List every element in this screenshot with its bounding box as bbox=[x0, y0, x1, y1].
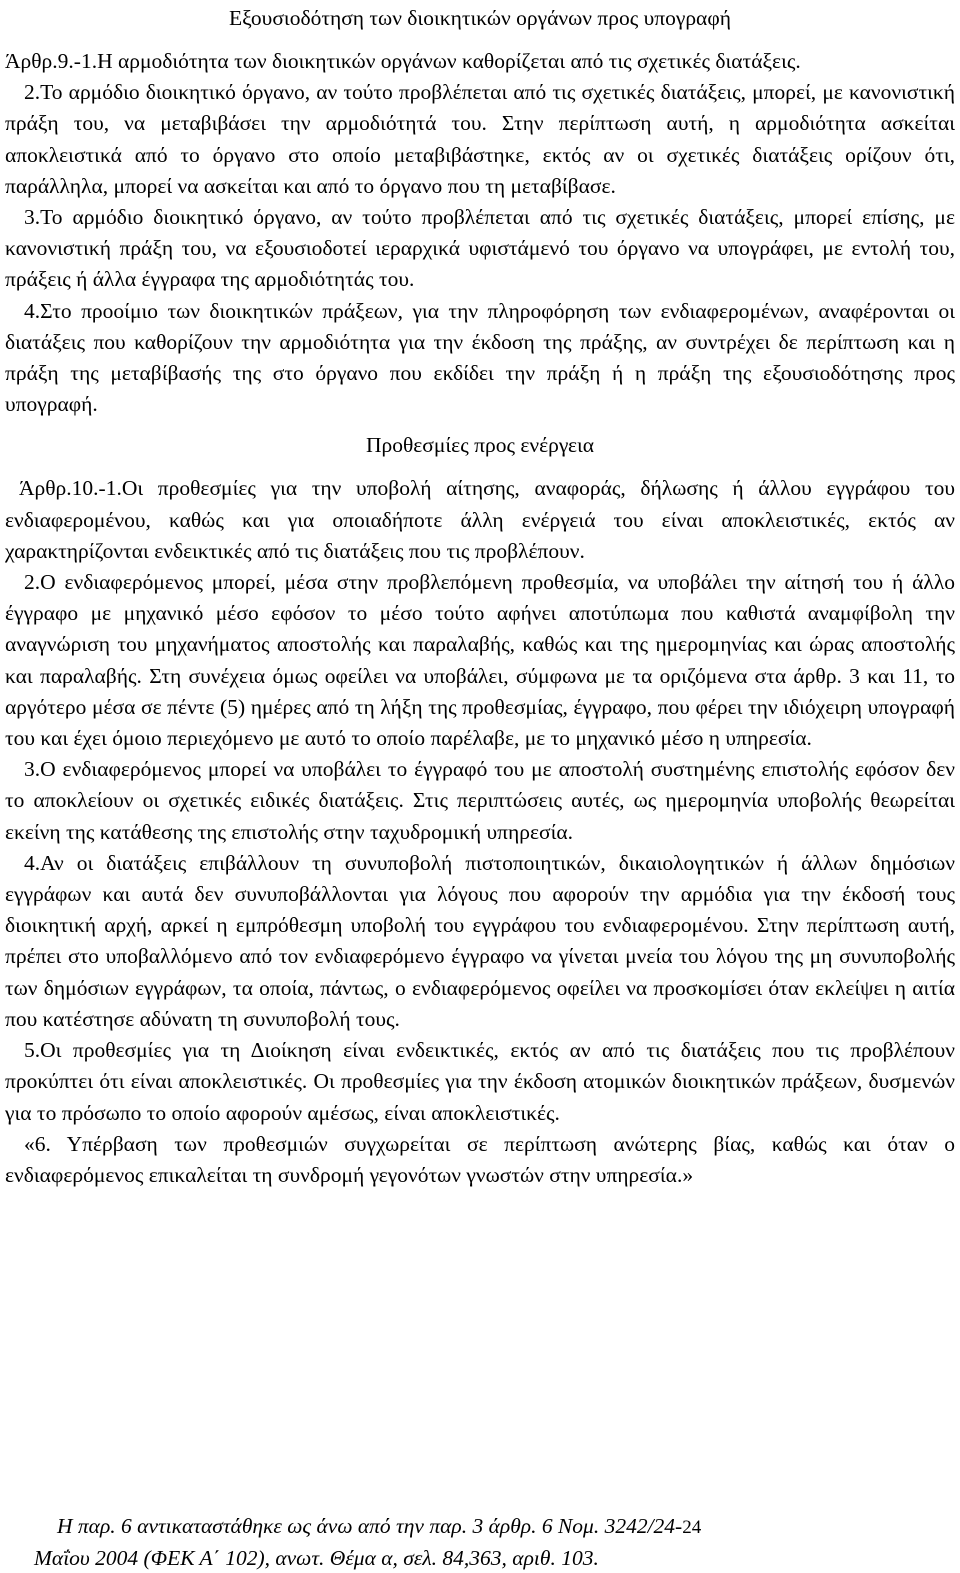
article-9-paragraph-2: 2.Το αρμόδιο διοικητικό όργανο, αν τούτο προβλέπεται από τις σχετικές διατάξεις, μπορεί, με κανονιστική πράξη του, να μεταβιβάσει την αρμοδιότητά του. Στην περίπτωση αυτή, η αρμοδιότητα ασκείται αποκλειστικά από το όργανο στο οποίο μεταβιβάστηκε, εκτός αν οι σχετικές διατάξεις ορίζουν ότι, παράλληλα, μπορεί να ασκείται και από το όργανο που τη μεταβίβασε. bbox=[5, 80, 955, 198]
article-10-paragraph-4: 4.Αν οι διατάξεις επιβάλλουν τη συνυποβολή πιστοποιητικών, δικαιολογητικών ή άλλων δημόσιων εγγράφων και αυτά δεν συνυποβάλλονται για λόγους που αφορούν την αρμόδια για την έκδοσή τους διοικητική αρχή, αρκεί η εμπρόθεσμη υποβολή του εγγράφου του ενδιαφερομένου. Στην περίπτωση αυτή, πρέπει στο υποβαλλόμενο από τον ενδιαφερόμενο έγγραφο να γίνεται μνεία του λόγου της μη συνυποβολής των δημόσιων εγγράφων, τα οποία, πάντως, ο ενδιαφερόμενος οφείλει να προσκομίσει όταν εκλείψει η αιτία που κατέστησε αδύνατη τη συνυποβολή τους. bbox=[5, 850, 955, 1031]
footnote-line-2: Μαΐου 2004 (ΦΕΚ Α΄ 102), ανωτ. Θέμα α, σελ. 84,363, αριθ. 103. bbox=[34, 1546, 599, 1570]
page-number: 24 bbox=[682, 1517, 702, 1538]
article-10-paragraph-2: 2.Ο ενδιαφερόμενος μπορεί, μέσα στην προβλεπόμενη προθεσμία, να υποβάλει την αίτησή του ή άλλο έγγραφο με μηχανικό μέσο εφόσον το μέσο τούτο αφήνει αποτύπωμα που καθιστά αναμφίβολη την αναγνώριση του μηχανήματος αποστολής και παραλαβής, καθώς και της ημερομηνίας και ώρας αποστολής και παραλαβής. Στη συνέχεια όμως οφείλει να υποβάλει, σύμφωνα με τα οριζόμενα στα άρθρ. 3 και 11, το αργότερο μέσα σε πέντε (5) ημέρες από τη λήξη της προθεσμίας, έγγραφο, που φέρει την ιδιόχειρη υπογραφή του και έχει όμοιο περιεχόμενο με αυτό το οποίο παρέλαβε, με το μηχανικό μέσο η υπηρεσία. bbox=[5, 570, 955, 751]
article-9-paragraph-3: 3.Το αρμόδιο διοικητικό όργανο, αν τούτο προβλέπεται από τις σχετικές διατάξεις, μπορεί επίσης, με κανονιστική πράξη του, να εξουσιοδοτεί ιεραρχικά υφιστάμενό του όργανο να υπογράφει, με εντολή του, πράξεις ή άλλα έγγραφα της αρμοδιότητάς του. bbox=[5, 205, 955, 292]
footnote bbox=[5, 1511, 955, 1573]
article-10-paragraph-6: «6. Υπέρβαση των προθεσμιών συγχωρείται σε περίπτωση ανώτερης βίας, καθώς και όταν ο ενδιαφερόμενος επικαλείται τη συνδρομή γεγονότων γνωστών στην υπηρεσία.» bbox=[5, 1131, 955, 1187]
section-heading-deadlines: Προθεσμίες προς ενέργεια bbox=[365, 433, 595, 458]
article-10-paragraph-3: 3.Ο ενδιαφερόμενος μπορεί να υποβάλει το έγγραφό του με αποστολή συστημένης επιστολής εφόσον δεν το αποκλείουν οι σχετικές ειδικές διατάξεις. Στις περιπτώσεις αυτές, ως ημερομηνία υποβολής θεωρείται εκείνη της κατάθεσης της επιστολής στην ταχυδρομική υπηρεσία. bbox=[5, 757, 955, 844]
section-heading-authorization: Εξουσιοδότηση των διοικητικών οργάνων προς υπογραφή bbox=[229, 6, 731, 30]
footnote-text-1: Η παρ. 6 αντικαταστάθηκε ως άνω από την παρ. 3 άρθρ. 6 Νομ. 3242/24- bbox=[57, 1514, 683, 1538]
article-10-paragraph-1: Άρθρ.10.-1.Οι προθεσμίες για την υποβολή αίτησης, αναφοράς, δήλωσης ή άλλου εγγράφου του ενδιαφερομένου, καθώς και για οποιαδήποτε άλλη ενέργειά του είναι αποκλειστικές, εκτός αν χαρακτηρίζονται ενδεικτικές από τις διατάξεις που τις προβλέπουν. bbox=[5, 476, 955, 563]
article-10-paragraph-5: 5.Οι προθεσμίες για τη Διοίκηση είναι ενδεικτικές, εκτός αν από τις διατάξεις που τις προβλέπουν προκύπτει ότι είναι αποκλειστικές. Οι προθεσμίες για την έκδοση ατομικών διοικητικών πράξεων, δυσμενών για το πρόσωπο το οποίο αφορούν αμέσως, είναι αποκλειστικές. bbox=[5, 1038, 955, 1125]
footnote-line-1 bbox=[5, 1511, 955, 1543]
article-9-paragraph-1: Άρθρ.9.-1.Η αρμοδιότητα των διοικητικών οργάνων καθορίζεται από τις σχετικές διατάξεις. bbox=[5, 49, 801, 73]
article-9-paragraph-4: 4.Στο προοίμιο των διοικητικών πράξεων, για την πληροφόρηση των ενδιαφερομένων, αναφέρονται οι διατάξεις που καθορίζουν την αρμοδιότητα για την έκδοση της πράξης, αν συντρέχει δε περίπτωση και η πράξη της μεταβίβασής της στο όργανο που εκδίδει την πράξη ή η πράξη της εξουσιοδότησης προς υπογραφή. bbox=[5, 298, 955, 417]
document-page bbox=[5, 0, 955, 1191]
